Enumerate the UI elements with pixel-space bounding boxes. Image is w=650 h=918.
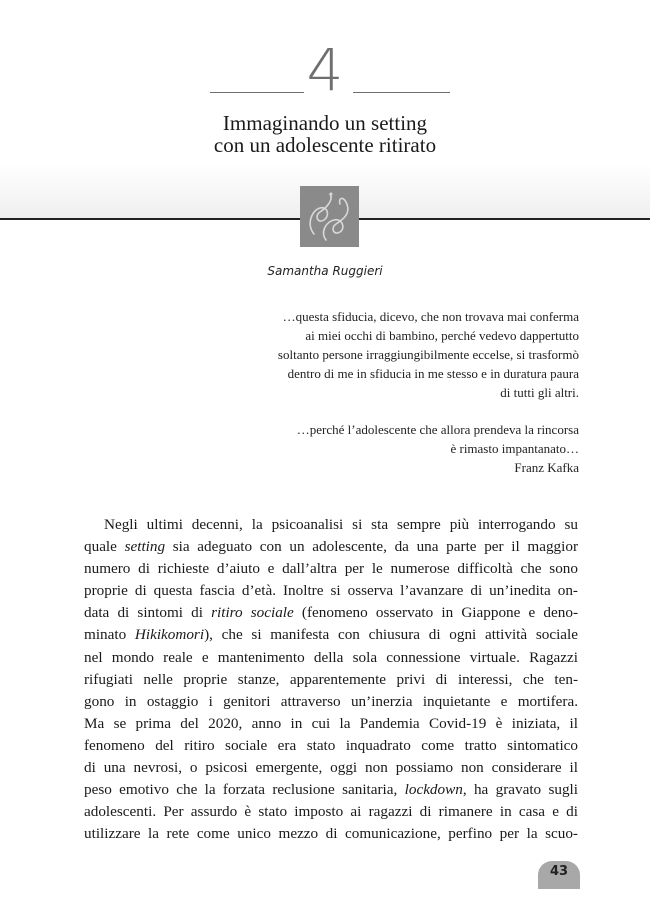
page-number: 43 — [549, 864, 569, 879]
chapter-title — [0, 112, 650, 156]
text-run: minato — [84, 626, 135, 644]
body-line — [84, 779, 578, 801]
text-run: , ha gravato sugli — [462, 781, 579, 799]
epigraph-line: soltanto persone irraggiungibilmente eccelse, si trasformò — [277, 347, 579, 362]
epigraph-line: ai miei occhi di bambino, perché vedevo dappertutto — [305, 328, 579, 343]
body-line — [84, 823, 578, 845]
epigraph-line: è rimasto impantanato… — [450, 441, 579, 456]
body-line — [84, 558, 578, 580]
text-run: Negli ultimi decenni, la psicoanalisi si sta sempre più interrogando su — [104, 516, 578, 533]
italic-term: setting — [124, 538, 166, 556]
text-run: fenomeno del ritiro sociale era stato inquadrato come tratto sintomatico — [84, 736, 578, 754]
body-line — [84, 580, 578, 602]
text-run: rifugiati nelle proprie stanze, apparentemente privi di interessi, che ten- — [84, 670, 578, 688]
text-run: (fenomeno osservato in Giappone e deno- — [293, 604, 579, 622]
chapter-author: Samantha Ruggieri — [267, 264, 383, 278]
italic-term: lockdown — [404, 781, 463, 799]
text-run: peso emotivo che la forzata reclusione sanitaria, — [84, 781, 405, 799]
text-run: nel mondo reale e mantenimento della sola connessione virtuale. Ragazzi — [84, 648, 578, 666]
text-run: data di sintomi di — [84, 604, 212, 622]
body-line — [84, 624, 578, 646]
chapter-title-line: con un adolescente ritirato — [213, 133, 437, 157]
body-line — [84, 713, 578, 735]
italic-term: ritiro sociale — [211, 604, 294, 622]
text-run: numero di richieste d’aiuto e dall’altra per le numerose difficoltà che sono — [84, 560, 578, 578]
text-run: utilizzare la rete come unico mezzo di comunicazione, perfino per la scuo- — [84, 825, 578, 843]
chapter-number-rule-right — [353, 92, 450, 93]
text-run: sia adeguato con un adolescente, da una parte per il maggior — [165, 538, 579, 556]
epigraph-line: …questa sfiducia, dicevo, che non trovava mai conferma — [282, 309, 579, 324]
epigraph-line: di tutti gli altri. — [500, 385, 579, 400]
text-run: proprie di questa fascia d’età. Inoltre si osserva l’avanzare di un’inedita on- — [84, 582, 578, 600]
epigraph — [297, 420, 579, 477]
italic-term: Hikikomori — [134, 626, 205, 644]
text-run: quale — [84, 538, 125, 556]
body-line — [84, 757, 578, 779]
intertwined-figures-emblem-icon — [300, 186, 359, 247]
body-line — [84, 669, 578, 691]
body-line — [84, 801, 578, 823]
body-line — [84, 602, 578, 624]
text-run: Ma se prima del 2020, anno in cui la Pandemia Covid-19 è iniziata, il — [84, 714, 578, 732]
text-run: adolescenti. Per assurdo è stato imposto ai ragazzi di rimanere in casa e di — [84, 803, 578, 821]
epigraph-line: …perché l’adolescente che allora prendeva la rincorsa — [296, 422, 579, 437]
epigraph — [278, 307, 579, 402]
chapter-title-line: Immaginando un setting — [222, 111, 428, 135]
body-line — [84, 647, 578, 669]
text-run: di una nevrosi, o psicosi emergente, oggi non possiamo non considerare il — [84, 759, 578, 777]
chapter-number: 4 — [306, 36, 344, 104]
epigraph-attribution: Franz Kafka — [514, 460, 579, 475]
body-line — [84, 514, 578, 536]
body-line — [84, 536, 578, 558]
text-run: gono in ostaggio i genitori attraverso un’inerzia inquietante e mortifera. — [84, 692, 578, 710]
epigraph-line: dentro di me in sfiducia in me stesso e in duratura paura — [287, 366, 579, 381]
chapter-number-rule-left — [210, 92, 304, 93]
text-run: ), che si manifesta con chiusura di ogni attività sociale — [204, 626, 578, 644]
body-line — [84, 691, 578, 713]
body-text — [84, 514, 578, 845]
body-line — [84, 735, 578, 757]
